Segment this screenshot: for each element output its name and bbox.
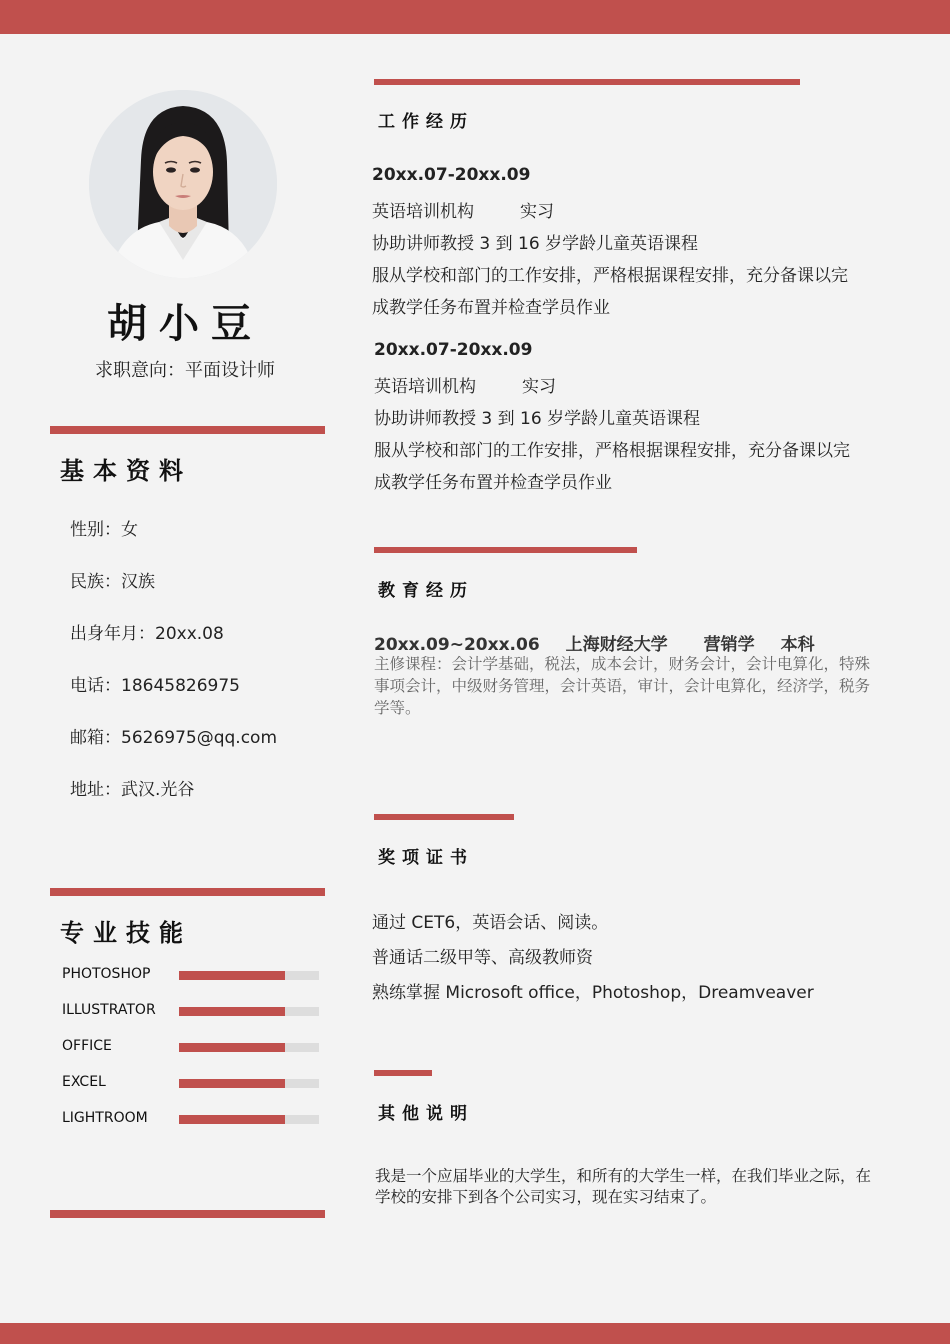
skill-track: [179, 1007, 319, 1016]
skills-divider: [50, 888, 325, 896]
education-period: 20xx.09~20xx.06: [374, 635, 540, 655]
info-ethnicity: 民族：汉族: [70, 572, 155, 592]
notes-divider: [374, 1070, 432, 1076]
info-address: 地址：武汉.光谷: [70, 780, 195, 800]
top-band: [0, 0, 950, 34]
skill-name: LIGHTROOM: [62, 1110, 148, 1126]
education-title: 教育经历: [378, 581, 474, 601]
work-line: 服从学校和部门的工作安排，严格根据课程安排，充分备课以完: [374, 441, 850, 461]
work-line: 成教学任务布置并检查学员作业: [374, 473, 612, 493]
work-period: 20xx.07-20xx.09: [374, 340, 533, 360]
skill-fill: [179, 1043, 285, 1052]
skill-name: EXCEL: [62, 1074, 106, 1090]
basic-info-title: 基本资料: [60, 457, 192, 485]
avatar: [89, 90, 277, 278]
skill-track: [179, 1115, 319, 1124]
info-email: 邮箱：5626975@qq.com: [70, 728, 278, 748]
bottom-band: [0, 1323, 950, 1344]
left-bottom-divider: [50, 1210, 325, 1218]
skill-lightroom: [62, 1110, 322, 1130]
award-item: 通过 CET6，英语会话、阅读。: [372, 913, 609, 933]
education-courses: 主修课程：会计学基础，税法，成本会计，财务会计，会计电算化，特殊事项会计，中级财务管理，会计英语，审计，会计电算化，经济学，税务学等。: [374, 655, 871, 717]
work-role: 实习: [520, 202, 554, 222]
work-org: 英语培训机构: [372, 202, 474, 222]
notes-text: 我是一个应届毕业的大学生，和所有的大学生一样，在我们毕业之际，在学校的安排下到各个公司实习，现在实习结束了。: [375, 1167, 872, 1206]
work-line: 成教学任务布置并检查学员作业: [372, 298, 610, 318]
skill-track: [179, 1079, 319, 1088]
skill-name: ILLUSTRATOR: [62, 1002, 156, 1018]
work-role: 实习: [522, 377, 556, 397]
job-intent: 求职意向：平面设计师: [95, 360, 275, 381]
info-gender: 性别：女: [70, 520, 138, 540]
work-line: 服从学校和部门的工作安排，严格根据课程安排，充分备课以完: [372, 266, 848, 286]
skill-photoshop: [62, 966, 322, 986]
education-divider: [374, 547, 637, 553]
skill-illustrator: [62, 1002, 322, 1022]
candidate-name: 胡小豆: [107, 301, 263, 347]
basic-info-divider: [50, 426, 325, 434]
education-major: 营销学: [703, 635, 755, 655]
skill-office: [62, 1038, 322, 1058]
education-degree: 本科: [780, 635, 815, 655]
skill-name: OFFICE: [62, 1038, 112, 1054]
work-title: 工作经历: [378, 112, 474, 132]
skill-fill: [179, 1079, 285, 1088]
skill-excel: [62, 1074, 322, 1094]
skills-title: 专业技能: [60, 919, 192, 947]
work-period: 20xx.07-20xx.09: [372, 165, 531, 185]
notes-title: 其他说明: [378, 1104, 474, 1124]
work-line: 协助讲师教授 3 到 16 岁学龄儿童英语课程: [374, 409, 701, 429]
skill-name: PHOTOSHOP: [62, 966, 151, 982]
portrait-photo: [89, 90, 277, 278]
skill-track: [179, 1043, 319, 1052]
skill-fill: [179, 1007, 285, 1016]
skill-fill: [179, 971, 285, 980]
education-header: [374, 630, 815, 655]
skill-track: [179, 971, 319, 980]
education-school: 上海财经大学: [565, 635, 668, 655]
awards-title: 奖项证书: [378, 848, 474, 868]
work-org-role: [372, 197, 554, 222]
award-item: 熟练掌握 Microsoft office，Photoshop，Dreamveaver: [372, 983, 814, 1003]
info-phone: 电话：18645826975: [70, 676, 240, 696]
award-item: 普通话二级甲等、高级教师资: [372, 948, 593, 968]
awards-divider: [374, 814, 514, 820]
skill-fill: [179, 1115, 285, 1124]
work-line: 协助讲师教授 3 到 16 岁学龄儿童英语课程: [372, 234, 699, 254]
info-birth: 出身年月：20xx.08: [70, 624, 224, 644]
work-org-role: [374, 372, 556, 397]
work-divider: [374, 79, 800, 85]
work-org: 英语培训机构: [374, 377, 476, 397]
